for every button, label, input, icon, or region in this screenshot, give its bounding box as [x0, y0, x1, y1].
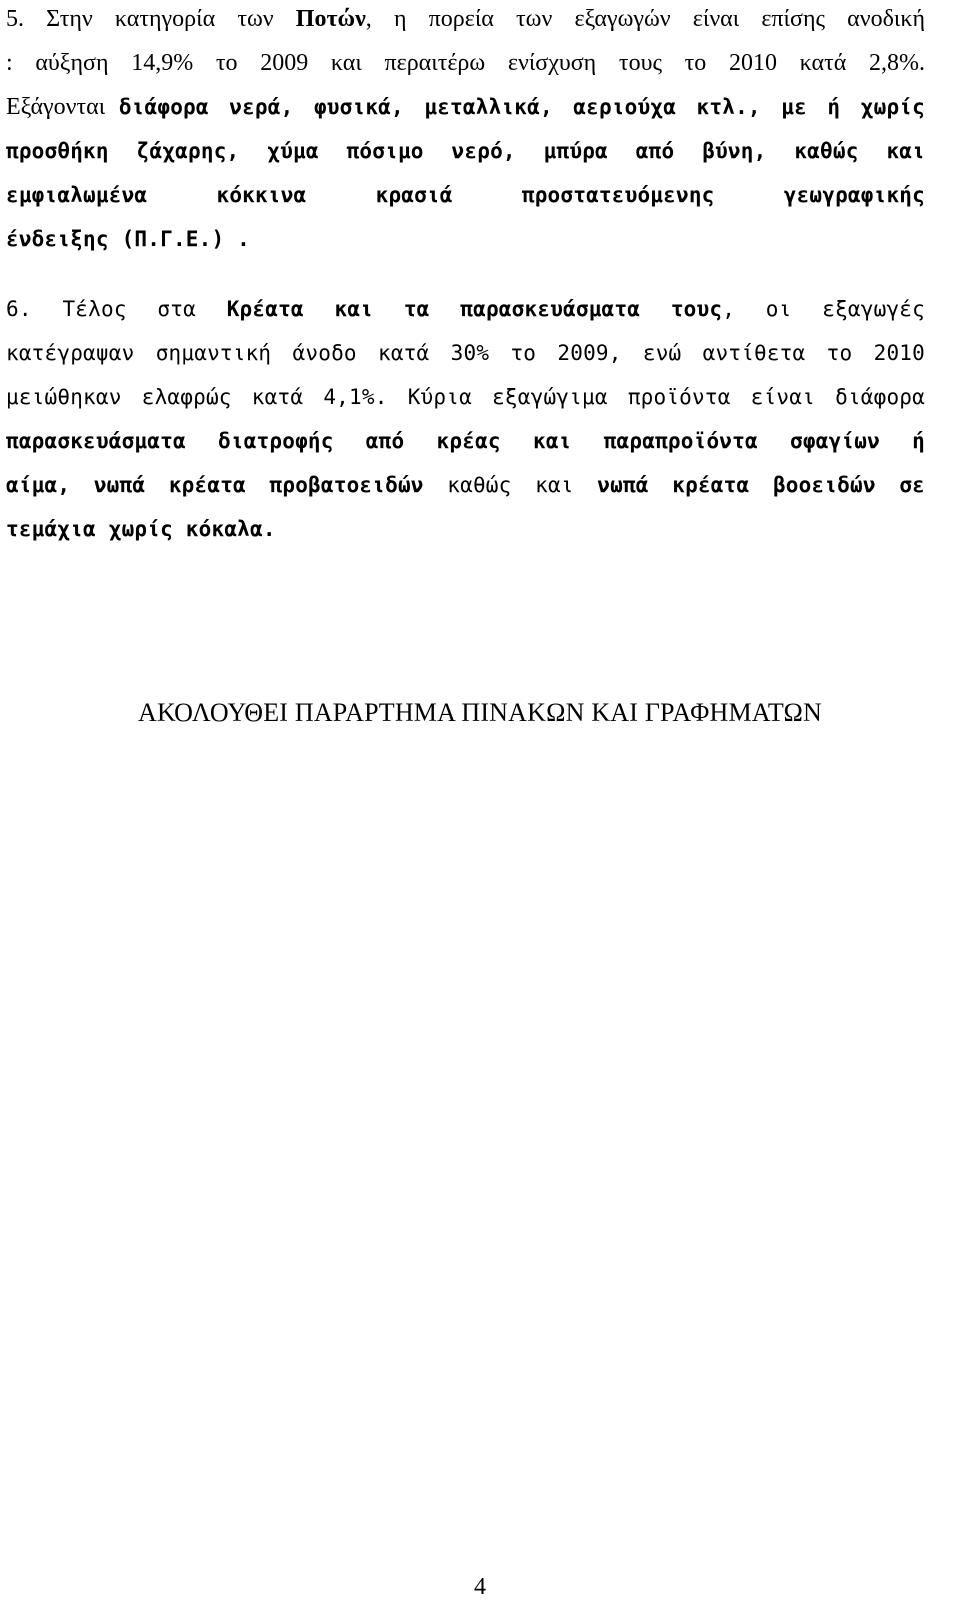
- text-line: [6, 287, 925, 331]
- text-line: [6, 375, 925, 419]
- text-line: [6, 85, 925, 129]
- text-run: , με ή χωρίς: [747, 95, 925, 119]
- text-line: [6, 173, 925, 217]
- text-run: προσθήκη ζάχαρης, χύμα πόσιμο νερό, μπύρα από βύνη, καθώς και: [6, 139, 925, 163]
- text-run: Ποτών: [295, 6, 366, 32]
- text-line: [6, 507, 925, 551]
- text-run: , οι εξαγωγές: [722, 297, 925, 321]
- text-run: Κρέατα και τα παρασκευάσματα τους: [226, 297, 723, 321]
- text-run: 6. Τέλος στα: [6, 297, 227, 321]
- text-run: , η πορεία των εξαγωγών είναι επίσης ανοδική: [365, 6, 925, 32]
- text-line: [6, 419, 925, 463]
- page-number: 4: [474, 1574, 486, 1600]
- text-line: [6, 129, 925, 173]
- text-run: νωπά κρέατα βοοειδών σε: [597, 473, 925, 497]
- text-run: ένδειξης (Π.Γ.Ε.) .: [6, 227, 251, 251]
- text-line: [6, 331, 925, 375]
- text-line: [6, 217, 925, 261]
- text-run: εμφιαλωμένα κόκκινα κρασιά προστατευόμενης γεωγραφικής: [6, 183, 925, 207]
- paragraph-5: [6, 0, 925, 261]
- text-run: καθώς και: [423, 473, 598, 497]
- text-run: κατέγραψαν σημαντική άνοδο κατά 30% το 2009, ενώ αντίθετα το 2010: [6, 341, 925, 365]
- text-run: 5. Στην κατηγορία των: [6, 6, 296, 32]
- text-run: Εξάγονται: [6, 94, 119, 120]
- text-line: [6, 463, 925, 507]
- appendix-notice: ΑΚΟΛΟΥΘΕΙ ΠΑΡΑΡΤΗΜΑ ΠΙΝΑΚΩΝ ΚΑΙ ΓΡΑΦΗΜΑΤΩΝ: [138, 698, 822, 727]
- text-run: μειώθηκαν ελαφρώς κατά 4,1%. Κύρια εξαγώγιμα προϊόντα είναι διάφορα: [6, 385, 925, 409]
- text-line: [6, 41, 925, 85]
- text-line: [6, 0, 925, 41]
- paragraph-6: [6, 287, 925, 551]
- text-run: αίμα, νωπά κρέατα προβατοειδών: [6, 473, 424, 497]
- text-run: τεμάχια χωρίς κόκαλα.: [6, 517, 276, 541]
- text-run: παρασκευάσματα διατροφής από κρέας και παραπροϊόντα σφαγίων ή: [6, 429, 925, 453]
- text-run: διάφορα νερά, φυσικά, μεταλλικά, αεριούχα κτλ.: [118, 95, 748, 119]
- text-run: : αύξηση 14,9% το 2009 και περαιτέρω ενίσχυση τους το 2010 κατά 2,8%.: [6, 50, 925, 76]
